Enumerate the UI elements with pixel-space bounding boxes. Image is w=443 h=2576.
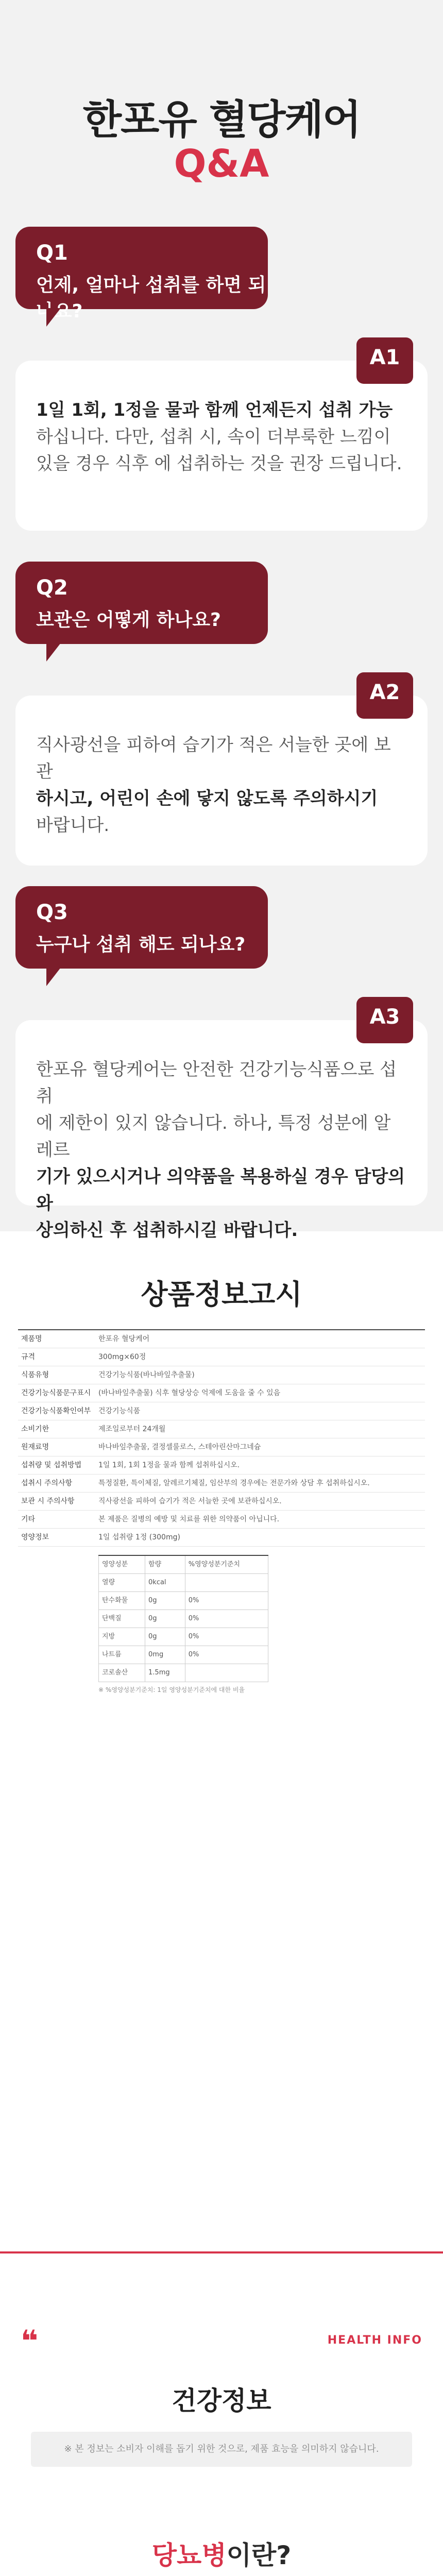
answer-label: A1 [356, 337, 413, 384]
info-row: 식품유형 건강기능식품(바나바잎추출물) [18, 1366, 425, 1384]
question-card-1 [15, 227, 268, 322]
diabetes-title: 당뇨병이란? [151, 2540, 292, 2570]
info-row: 규격 300mg×60정 [18, 1348, 425, 1366]
answer-text: 한포유 혈당케어는 안전한 건강기능식품으로 섭취 에 제한이 있지 않습니다. 하나, 특정 성분에 알레르 기가 있으시거나 의약품을 복용하실 경우 담당의와 상의하신 후 섭취하시길 바랍니다. [36, 1059, 405, 1241]
answer-card-1 [15, 346, 428, 531]
disclaimer-note: ※ 본 정보는 소비자 이해를 돕기 위한 것으로, 제품 효능을 의미하지 않습니다. [31, 2432, 412, 2467]
info-row: 섭취량 및 섭취방법 1일 1회, 1회 1정을 물과 함께 섭취하십시오. [18, 1456, 425, 1475]
product-info-title: 상품정보고시 [141, 1278, 302, 1311]
answer-text: 1일 1회, 1정을 물과 함께 언제든지 섭취 가능 하십니다. 다만, 섭취 시, 속이 더부룩한 느낌이 있을 경우 식후 에 섭취하는 것을 권장 드립니다. [36, 400, 402, 474]
info-row: 건강기능식품확인여부 건강기능식품 [18, 1402, 425, 1420]
nutrition-table: 영양성분 함량 %영양성분기준치 열량 0kcal 탄수화물 0g 0% 단백질 0g 0% 지방 0g 0% 나트륨 0mg 0% 코로솔산 1.5mg [98, 1555, 268, 1682]
question-card-2 [15, 562, 268, 644]
info-row: 제품명 한포유 혈당케어 [18, 1330, 425, 1348]
product-info-table: 제품명 한포유 혈당케어 규격 300mg×60정 식품유형 건강기능식품(바나바잎추출물) 건강기능식품문구표시 (바나바잎추출물) 식후 혈당상승 억제에 도움을 줄 수 있음 건강기능식품확인여부 건강기능식품 소비기한 제조일로부터 24개월 원재료명 바나바잎추출물, 결정셀룰로스, 스테아린산마그네슘 섭취량 및 섭취방법 1일 1회, 1회 1정을 물과 함께 섭취하십시오. 섭취시 주의사항 특정질환, 특이체질, 알레르기체질, 임산부의 경우에는 전문가와 상담 후 섭취하십시오. 보관 시 주의사항 직사광선을 피하여 습기가 적은 서늘한 곳에 보관하십시오. 기타 본 제품은 질병의 예방 및 치료를 위한 의약품이 아닙니다. 영양정보 1일 섭취량 1정 (300mg) 영양성분 함량 %영양성분기준치 열량 0kcal 탄수화물 0g 0% 단백질 0g 0% 지방 0g 0% 나트륨 0mg 0% 코로솔산 1.5mg ※ %영양성분기준치: 1일 영양성분기준치에 대한 비율 [18, 1329, 425, 1699]
question-text: 언제, 얼마나 섭취를 하면 되나요? [36, 275, 266, 322]
answer-label: A3 [356, 997, 413, 1043]
info-row: 보관 시 주의사항 직사광선을 피하여 습기가 적은 서늘한 곳에 보관하십시오. [18, 1493, 425, 1511]
qa-subtitle: Q&A [174, 142, 269, 186]
info-row: 원재료명 바나바잎추출물, 결정셀룰로스, 스테아린산마그네슘 [18, 1438, 425, 1456]
answer-card-3 [15, 1005, 428, 1241]
answer-text: 직사광선을 피하여 습기가 적은 서늘한 곳에 보관 하시고, 어린이 손에 닿지 않도록 주의하시기 바랍니다. [36, 735, 391, 836]
question-text: 보관은 어떻게 하나요? [36, 609, 221, 631]
question-label: Q1 [36, 241, 68, 265]
health-title: 건강정보 [172, 2386, 271, 2416]
question-text: 누구나 섭취 해도 되나요? [36, 934, 246, 955]
quote-icon: ❝ [21, 2324, 39, 2359]
question-card-3 [15, 886, 268, 969]
info-row: 영양정보 1일 섭취량 1정 (300mg) [18, 1529, 425, 1547]
info-row: 건강기능식품문구표시 (바나바잎추출물) 식후 혈당상승 억제에 도움을 줄 수 있음 [18, 1384, 425, 1402]
info-row: 섭취시 주의사항 특정질환, 특이체질, 알레르기체질, 임산부의 경우에는 전문가와 상담 후 섭취하십시오. [18, 1475, 425, 1493]
question-label: Q3 [36, 901, 68, 924]
info-row: 소비기한 제조일로부터 24개월 [18, 1420, 425, 1438]
answer-card-2 [15, 681, 428, 866]
health-info-tag: HEALTH INFO [327, 2334, 422, 2347]
info-row: 기타 본 제품은 질병의 예방 및 치료를 위한 의약품이 아닙니다. [18, 1511, 425, 1529]
answer-label: A2 [356, 672, 413, 719]
qa-title: 한포유 혈당케어 [82, 97, 361, 143]
question-label: Q2 [36, 576, 68, 600]
